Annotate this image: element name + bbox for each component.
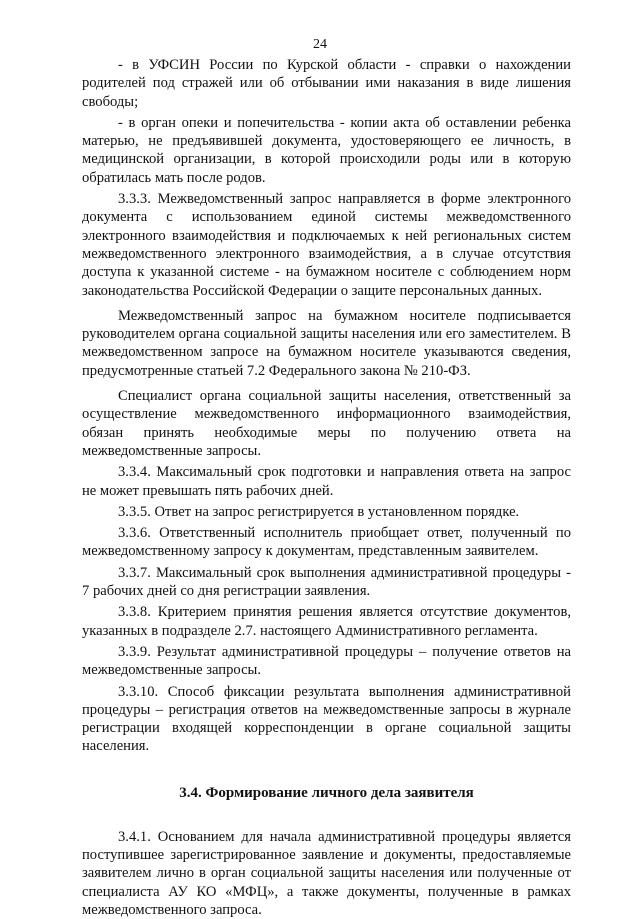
paragraph-specialist: Специалист органа социальной защиты населения, ответственный за осуществление межведомственного информационного взаимодействия, обязан принять необходимые меры по получению ответа на межведомственные запросы. xyxy=(82,388,571,459)
section-title: 3.4. Формирование личного дела заявителя xyxy=(179,784,474,801)
document-body xyxy=(82,56,571,919)
page-number: 24 xyxy=(313,37,327,52)
paragraph-3-3-5: 3.3.5. Ответ на запрос регистрируется в установленном порядке. xyxy=(118,503,520,520)
paragraph-3-3-9: 3.3.9. Результат административной процедуры – получение ответов на межведомственные запросы. xyxy=(82,643,571,679)
paragraph-3-3-8: 3.3.8. Критерием принятия решения является отсутствие документов, указанных в подразделе 2.7. настоящего Административного регламента. xyxy=(82,604,571,639)
paragraph-3-3-3: 3.3.3. Межведомственный запрос направляется в форме электронного документа с использованием единой системы межведомственного электронного взаимодействия и подключаемых к ней региональных систем межведомственного электронного взаимодействия, а в случае отсутствия доступа к указанной системе - на бумажном носителе с соблюдением норм законодательства Российской Федерации о защите персональных данных. xyxy=(82,191,571,299)
paragraph-3-3-7: 3.3.7. Максимальный срок выполнения административной процедуры - 7 рабочих дней со дня регистрации заявления. xyxy=(82,564,571,600)
paragraph-paper-request: Межведомственный запрос на бумажном носителе подписывается руководителем органа социальной защиты населения или его заместителем. В межведомственном запросе на бумажном носителе указываются сведения, предусмотренные статьей 7.2 Федерального закона № 210-ФЗ. xyxy=(82,307,571,379)
paragraph-3-3-4: 3.3.4. Максимальный срок подготовки и направления ответа на запрос не может превышать пять рабочих дней. xyxy=(82,464,571,499)
paragraph-3-4-1: 3.4.1. Основанием для начала административной процедуры является поступившее зарегистрированное заявление и документы, предоставляемые заявителем лично в орган социальной защиты населения или полученные от специалиста АУ КО «МФЦ», а также документы, полученные в рамках межведомственного запроса. xyxy=(82,828,571,918)
paragraph-3-3-6: 3.3.6. Ответственный исполнитель приобщает ответ, полученный по межведомственному запросу к документам, представленным заявителем. xyxy=(82,525,571,560)
paragraph-3-3-10: 3.3.10. Способ фиксации результата выполнения административной процедуры – регистрация ответов на межведомственные запросы в журнале регистрации входящей корреспонденции в органе социальной защиты населения. xyxy=(82,683,571,755)
paragraph-guardianship-request: - в орган опеки и попечительства - копии акта об оставлении ребенка матерью, не предъявившей документа, удостоверяющего ее личность, в медицинской организации, в которой происходили роды или в которую обратилась мать после родов. xyxy=(82,114,571,186)
paragraph-ufsin-request: - в УФСИН России по Курской области - справки о нахождении родителей под стражей или об отбывании ими наказания в виде лишения свободы; xyxy=(82,57,571,110)
